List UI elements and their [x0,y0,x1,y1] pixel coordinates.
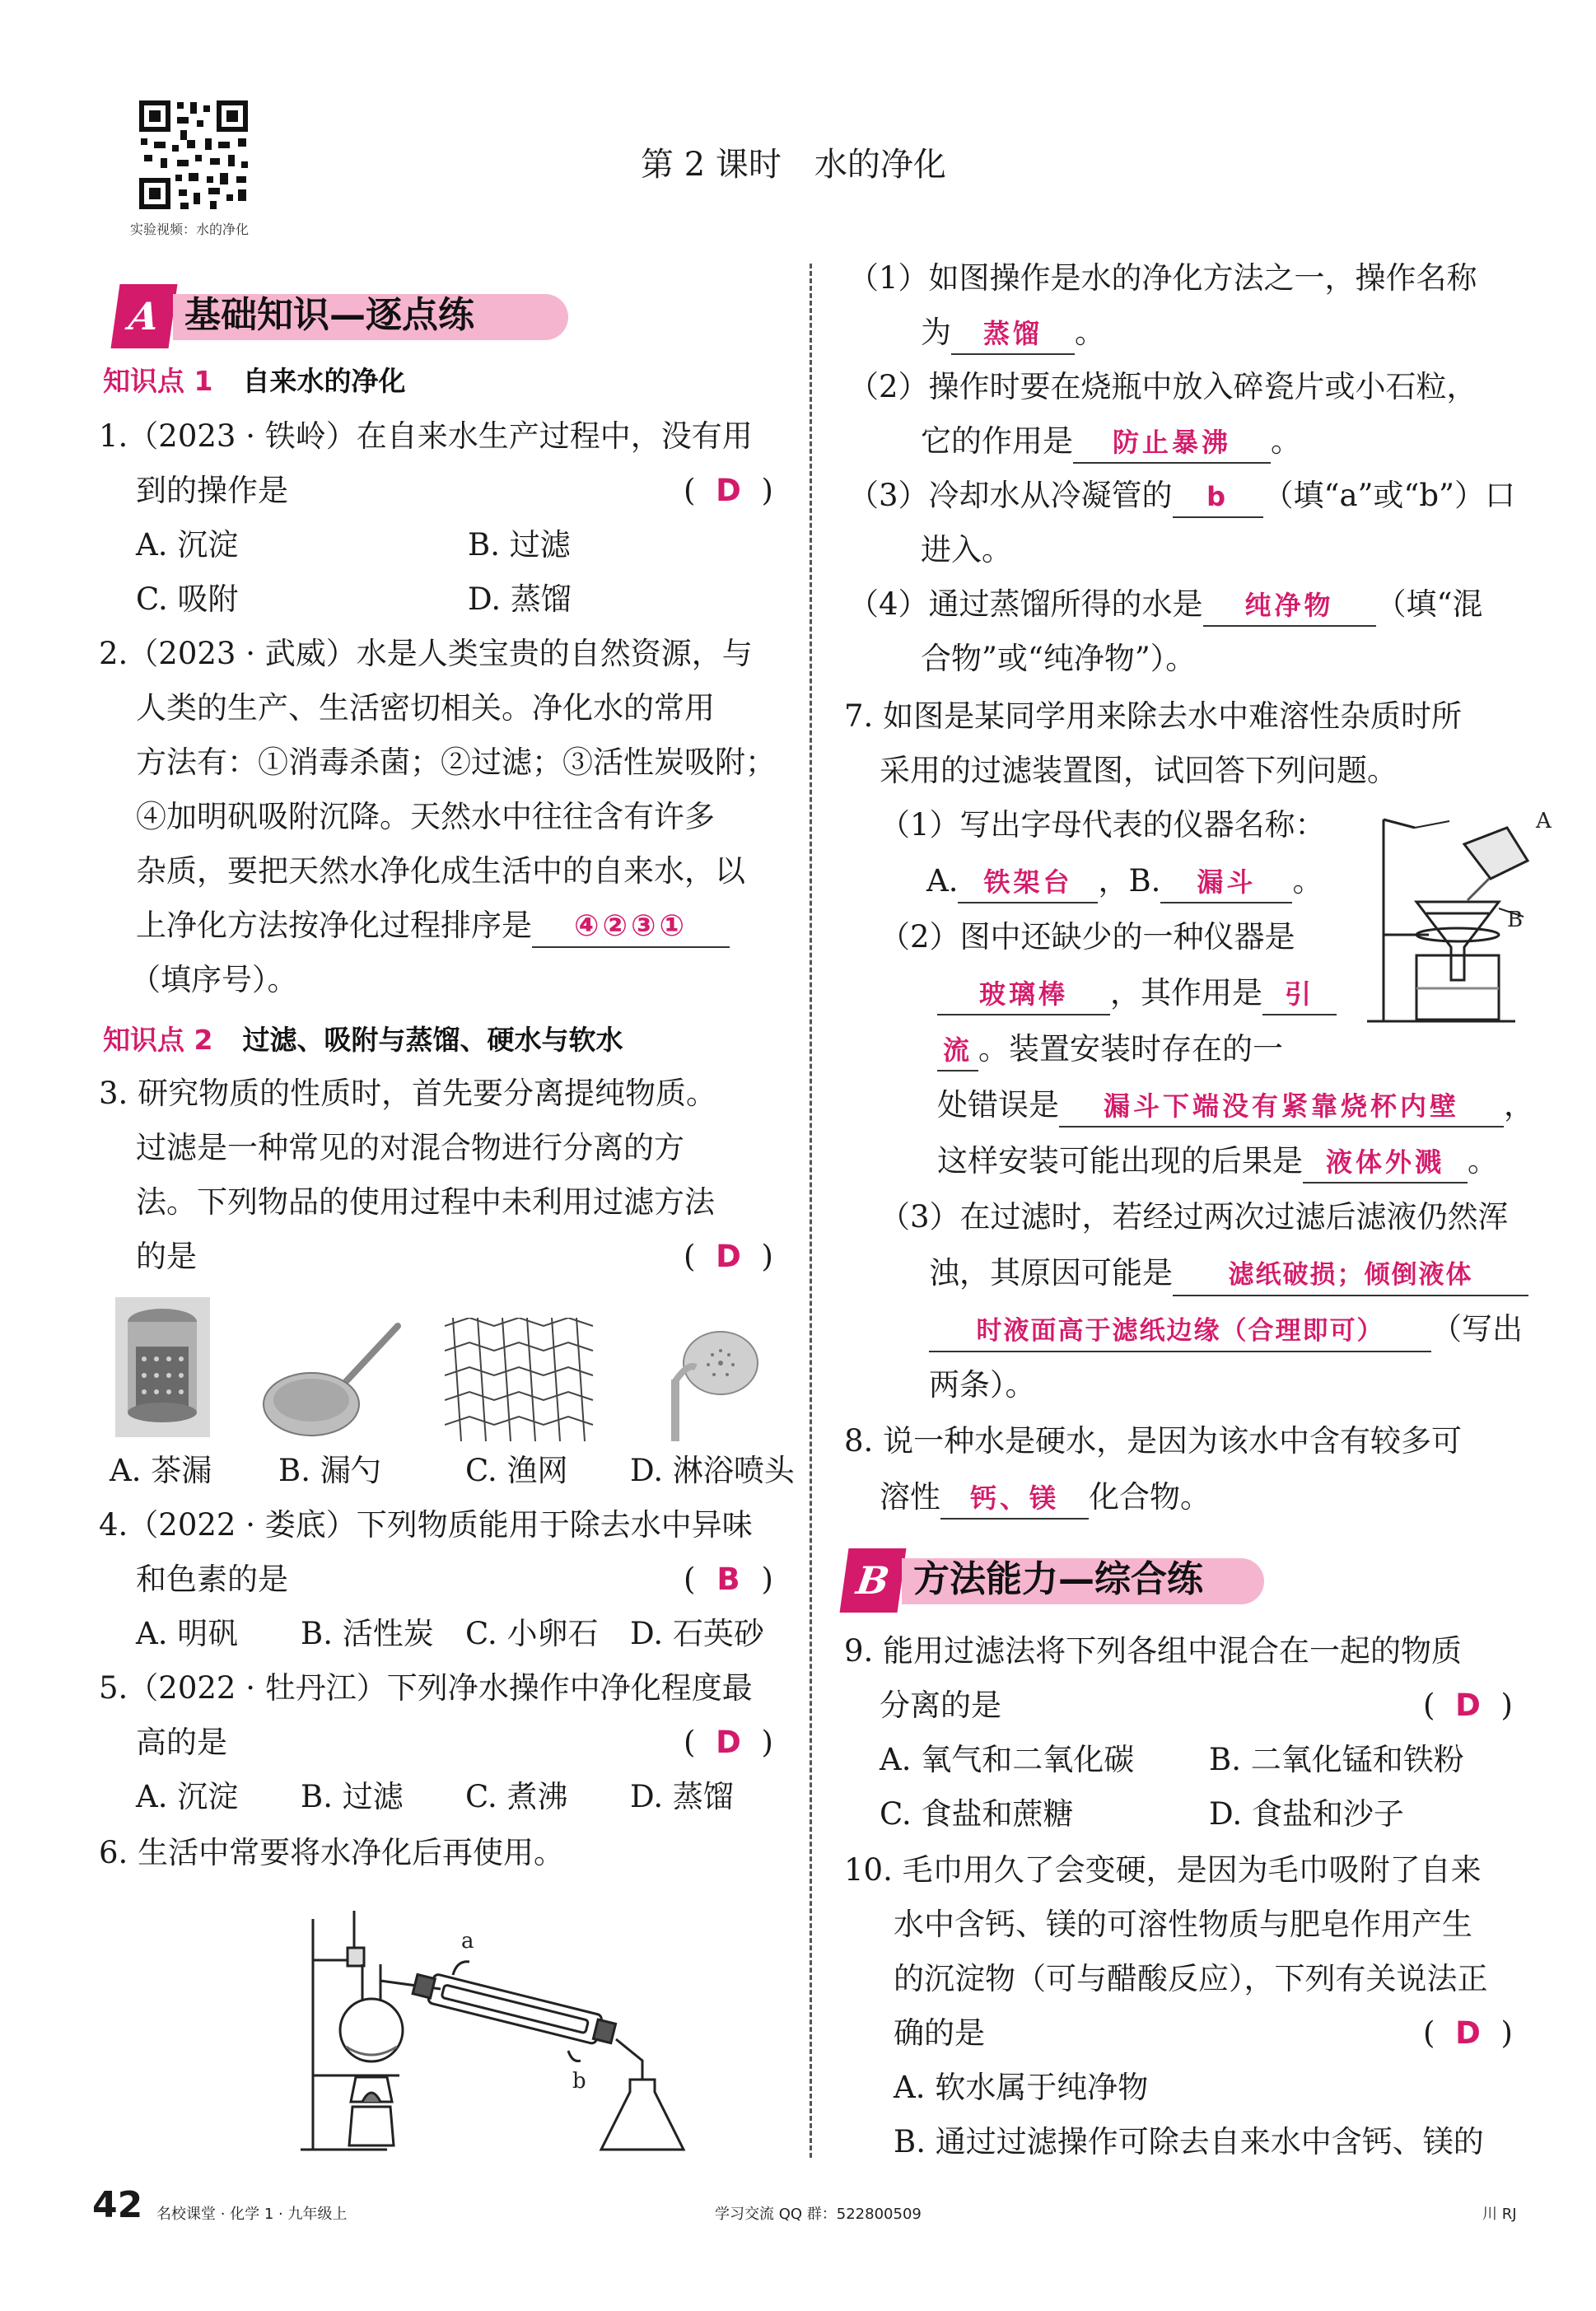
shower-head-image [655,1330,762,1441]
q5-option-a: A. 沉淀 [136,1779,239,1814]
q7-s3-end: （写出 [1431,1311,1523,1347]
fishing-net-image [445,1318,601,1441]
q3-answer-bracket: ( D ) [684,1232,773,1282]
q4-option-d: D. 石英砂 [630,1616,764,1651]
q7-s1-answer-a: 铁架台 [958,862,1098,903]
lesson-title: 第 2 课时 水的净化 [641,146,946,184]
section-a-letter: A [111,284,178,348]
tea-strainer-image [115,1297,210,1437]
q4-answer-bracket: ( B ) [684,1555,773,1604]
q7-s2-end: 。装置安装时存在的一 [978,1031,1283,1067]
q7-s1-line2 [926,857,1323,906]
q4-option-a: A. 明矾 [136,1616,239,1651]
column-divider [810,264,812,2158]
q7-s3-answer-2: 时液面高于滤纸边缘（合理即可） [929,1311,1431,1352]
q9-option-a: A. 氧气和二氧化碳 [880,1742,1135,1777]
q3-line2: 过滤是一种常见的对混合物进行分离的方 [136,1130,684,1165]
kp1-text: 自来水的净化 [242,365,406,397]
q2-line3: 方法有：①消毒杀菌；②过滤；③活性炭吸附； [136,745,776,780]
q6-s1-prefix: 为 [921,315,951,350]
label-b: B [1507,908,1524,932]
q6-s1-end: 。 [1075,315,1105,350]
q6-s4-suffix: （填“混 [1375,586,1483,622]
q7-s2-answer-4: 液体外溅 [1303,1142,1468,1184]
q7-s3-prefix: 浊，其原因可能是 [929,1255,1173,1291]
filtration-apparatus-diagram [1367,811,1565,1034]
kp2-text: 过滤、吸附与蒸馏、硬水与软水 [242,1024,623,1056]
q1-option-c: C. 吸附 [136,581,239,617]
q5-option-c: C. 煮沸 [465,1779,568,1814]
q6-s3-answer: b [1173,477,1263,518]
q7-s3-answer-1: 滤纸破损；倾倒液体 [1173,1255,1528,1296]
q4-answer: B [716,1562,740,1597]
q7-s2-error-end: ， [1504,1087,1534,1123]
qr-caption: 实验视频：水的净化 [130,222,250,237]
q8-prefix: 溶性 [880,1479,940,1515]
q6-s2-line2 [921,417,1301,466]
q2-line1: 2.（2023 · 武威）水是人类宝贵的自然资源，与 [99,636,753,671]
condenser-label-b: b [572,2069,586,2094]
q10-line2: 水中含钙、镁的可溶性物质与肥皂作用产生 [894,1907,1472,1942]
q7-s3-line1: （3）在过滤时，若经过两次过滤后滤液仍然浑 [880,1199,1509,1235]
q6-s3-line2: 进入。 [921,532,1012,567]
q7-s3-line3 [929,1305,1523,1354]
q10-answer: D [1455,2015,1481,2051]
skimmer-ladle-image [262,1322,406,1441]
q4-option-c: C. 小卵石 [465,1616,599,1651]
q2-line6-text: 上净化方法按净化过程排序是 [136,908,532,943]
kp1-label: 知识点 1 [103,365,213,397]
q9-option-d: D. 食盐和沙子 [1209,1796,1404,1832]
q7-s2-answer-2b: 流 [937,1030,978,1071]
q7-s2-answer-3: 漏斗下端没有紧靠烧杯内壁 [1059,1086,1504,1127]
q7-s2-result-prefix: 这样安装可能出现的后果是 [937,1143,1303,1179]
q10-line1: 10. 毛巾用久了会变硬，是因为毛巾吸附了自来 [844,1852,1482,1888]
q6-s2-prefix: 它的作用是 [921,423,1073,459]
q10-option-a: A. 软水属于纯净物 [894,2070,1149,2105]
q3-line1: 3. 研究物质的性质时，首先要分离提纯物质。 [99,1076,717,1111]
edition-tag: 川 RJ [1482,2206,1517,2223]
q7-s2-line1: （2）图中还缺少的一种仪器是 [880,919,1295,955]
section-a-banner [115,284,576,348]
q6-s2-answer: 防止暴沸 [1073,423,1271,464]
q7-s3-line2 [929,1249,1528,1298]
q3-option-c: C. 渔网 [465,1453,568,1488]
section-a-title: 基础知识—逐点练 [184,294,474,336]
q5-line2: 高的是 [136,1725,227,1760]
q10-line3: 的沉淀物（可与醋酸反应），下列有关说法正 [894,1961,1488,1996]
q9-answer: D [1455,1688,1481,1723]
q5-answer: D [716,1725,741,1760]
section-b-banner [844,1548,1272,1613]
q4-line2: 和色素的是 [136,1562,288,1597]
q5-answer-bracket: ( D ) [684,1718,773,1767]
q4-option-b: B. 活性炭 [301,1616,434,1651]
q6-s4-line1 [848,580,1482,629]
knowledge-point-1 [103,356,405,406]
q3-line3: 法。下列物品的使用过程中未利用过滤方法 [136,1184,715,1220]
q7-s2-answer-1: 玻璃棒 [937,974,1110,1015]
q2-line7: （填序号）。 [130,962,298,997]
q9-line2: 分离的是 [880,1688,1001,1723]
q9-option-c: C. 食盐和蔗糖 [880,1796,1074,1832]
q7-s1-end: 。 [1292,863,1323,899]
q5-option-b: B. 过滤 [301,1779,404,1814]
q5-option-d: D. 蒸馏 [630,1779,734,1814]
q6-s2-line1: （2）操作时要在烧瓶中放入碎瓷片或小石粒， [848,369,1477,404]
book-title: 名校课堂 · 化学 1 · 九年级上 [156,2206,348,2223]
kp2-label: 知识点 2 [103,1024,213,1056]
q6-line1: 6. 生活中常要将水净化后再使用。 [99,1835,565,1870]
qr-code [136,97,251,212]
q6-s1-line1: （1）如图操作是水的净化方法之一，操作名称 [848,260,1477,296]
q6-s4-line2: 合物”或“纯净物”）。 [921,641,1197,676]
section-b-title: 方法能力—综合练 [913,1558,1203,1600]
q7-s2-mid: ，其作用是 [1110,975,1262,1011]
q3-option-b: B. 漏勺 [278,1453,381,1488]
section-b-letter: B [840,1548,907,1613]
q3-answer: D [716,1239,741,1274]
q8-line1: 8. 说一种水是硬水，是因为该水中含有较多可 [844,1423,1463,1459]
q8-end: 化合物。 [1089,1479,1211,1515]
q7-s1-line1: （1）写出字母代表的仪器名称： [880,807,1326,843]
q2-line2: 人类的生产、生活密切相关。净化水的常用 [136,690,715,726]
q3-option-a: A. 茶漏 [110,1453,212,1488]
q7-s1-answer-b: 漏斗 [1160,862,1292,903]
q3-option-d: D. 淋浴喷头 [630,1453,795,1488]
q2-line5: 杂质，要把天然水净化成生活中的自来水，以 [136,853,745,889]
distillation-apparatus-diagram [296,1886,692,2166]
q7-s2-result-end: 。 [1468,1143,1498,1179]
q7-s2-error-prefix: 处错误是 [937,1087,1059,1123]
label-a: A [1536,811,1552,833]
q1-option-b: B. 过滤 [468,527,571,563]
q10-option-b: B. 通过过滤操作可除去自来水中含钙、镁的 [894,2124,1484,2159]
q2-line4: ④加明矾吸附沉降。天然水中往往含有许多 [136,799,715,834]
q1-line1: 1.（2023 · 铁岭）在自来水生产过程中，没有用 [99,418,753,454]
q5-line1: 5.（2022 · 牡丹江）下列净水操作中净化程度最 [99,1670,753,1706]
q1-option-d: D. 蒸馏 [468,581,572,617]
q6-s4-prefix: （4）通过蒸馏所得的水是 [848,586,1203,622]
q7-s1-b-prefix: ，B. [1098,863,1161,899]
q6-s1-line2 [921,308,1105,357]
condenser-label-a: a [461,1929,474,1954]
q1-line2: 到的操作是 [136,473,288,508]
knowledge-point-2 [103,1015,623,1065]
q9-answer-bracket: ( D ) [1423,1681,1513,1730]
q7-s1-a-prefix: A. [926,863,959,899]
q7-s2-answer-2a: 引 [1262,974,1337,1015]
q10-line4: 确的是 [894,2015,985,2051]
qq-group: 学习交流 QQ 群：522800509 [715,2206,922,2223]
q6-s4-answer: 纯净物 [1203,586,1376,627]
q6-s3-prefix: （3）冷却水从冷凝管的 [848,478,1173,513]
q1-answer-bracket: ( D ) [684,466,773,516]
q2-answer: ④②③① [532,907,730,948]
q7-s2-line4 [937,1081,1534,1130]
q4-line1: 4.（2022 · 娄底）下列物质能用于除去水中异味 [99,1507,753,1543]
page-number: 42 [92,2184,143,2226]
q1-answer: D [716,473,741,508]
q8-line2 [880,1473,1211,1522]
q3-line4: 的是 [136,1239,197,1274]
q7-line1: 7. 如图是某同学用来除去水中难溶性杂质时所 [844,698,1463,734]
q7-s2-line3 [937,1025,1283,1074]
q6-s2-end: 。 [1271,423,1301,459]
q8-answer: 钙、镁 [940,1478,1089,1520]
q6-s3-suffix: （填“a”或“b”）口 [1262,478,1515,513]
q7-line2: 采用的过滤装置图，试回答下列问题。 [880,753,1398,788]
q9-line1: 9. 能用过滤法将下列各组中混合在一起的物质 [844,1633,1463,1669]
q2-line6 [136,901,730,950]
q7-s2-line2 [937,969,1337,1018]
q6-s3-line1 [848,471,1515,521]
q7-s3-line4: 两条）。 [929,1367,1036,1403]
q6-s1-answer: 蒸馏 [951,314,1075,355]
q9-option-b: B. 二氧化锰和铁粉 [1209,1742,1464,1777]
q10-answer-bracket: ( D ) [1423,2009,1513,2058]
q1-option-a: A. 沉淀 [136,527,239,563]
q7-s2-line5 [937,1137,1498,1186]
